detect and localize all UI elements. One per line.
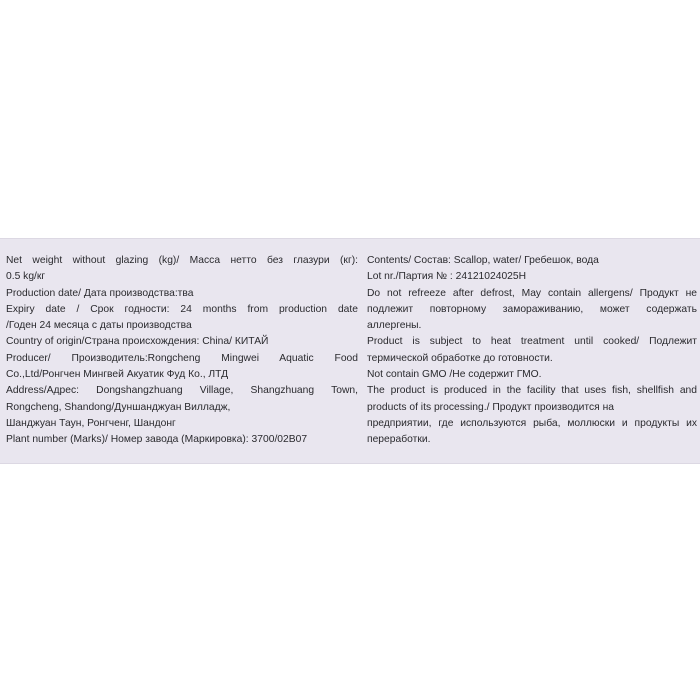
refreeze-warning-line-2: подлежит повторному замораживанию, может содержать: [367, 303, 697, 315]
label-left-column: [6, 253, 358, 449]
expiry-date-line: Expiry date / Срок годности: 24 months from production date: [6, 303, 358, 315]
refreeze-warning-line-3: аллергены.: [367, 320, 422, 332]
producer-line-ru: Co.,Ltd/Ронгчен Мингвей Акуатик Фуд Ко., ЛТД: [6, 369, 229, 381]
address-line: Address/Адрес: Dongshangzhuang Village, Shangzhuang Town,: [6, 385, 358, 397]
contents-line: Contents/ Состав: Scallop, water/ Гребешок, вода: [367, 255, 599, 266]
expiry-date-line-ru: /Годен 24 месяца с даты производства: [6, 320, 192, 332]
net-weight-line: Net weight without glazing (kg)/ Масса нетто без глазури (кг):: [6, 255, 358, 266]
facility-line-3: предприятии, где используются рыба, моллюски и продукты их: [367, 417, 697, 429]
producer-line: Producer/ Производитель:Rongcheng Mingwei Aquatic Food: [6, 352, 358, 364]
lot-number-line: Lot nr./Партия № : 24121024025H: [367, 271, 527, 283]
plant-number-line: Plant number (Marks)/ Номер завода (Маркировка): 3700/02B07: [6, 434, 308, 446]
refreeze-warning-line: Do not refreeze after defrost, May contain allergens/ Продукт не: [367, 287, 697, 299]
net-weight-value: 0.5 kg/кг: [6, 271, 46, 283]
label-right-column: [367, 253, 697, 449]
facility-line-4: переработки.: [367, 434, 431, 446]
facility-line-2: products of its processing./ Продукт производится на: [367, 401, 615, 413]
heat-treatment-line: Product is subject to heat treatment until cooked/ Подлежит: [367, 336, 697, 348]
facility-line: The product is produced in the facility that uses fish, shellfish and: [367, 385, 697, 397]
address-line-2: Rongcheng, Shandong/Дуншанджуан Вилладж,: [6, 401, 231, 413]
gmo-line: Not contain GMO /Не содержит ГМО.: [367, 369, 542, 381]
address-line-3: Шанджуан Таун, Ронгченг, Шандонг: [6, 417, 176, 429]
country-of-origin-line: Country of origin/Страна происхождения: China/ КИТАЙ: [6, 336, 269, 348]
production-date-line: Production date/ Дата производства:тва: [6, 287, 194, 299]
heat-treatment-line-2: термической обработке до готовности.: [367, 352, 553, 364]
